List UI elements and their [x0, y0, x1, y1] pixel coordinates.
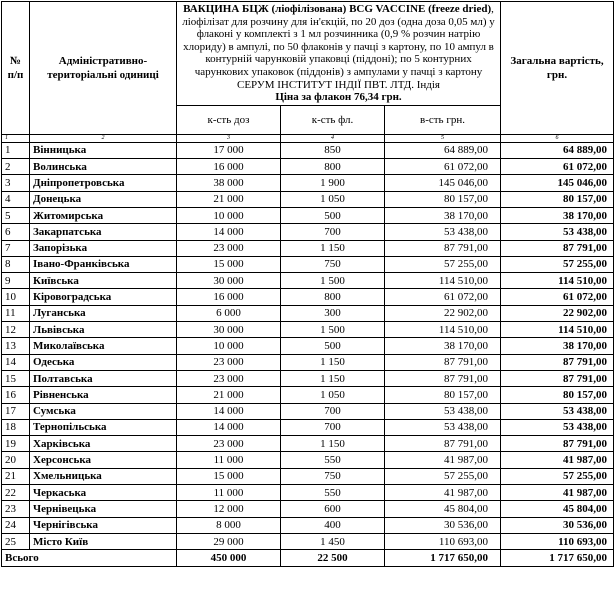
row-total: 53 438,00: [501, 224, 614, 240]
table-row: [2, 501, 614, 517]
row-vials: 750: [281, 256, 385, 272]
row-vials: 1 050: [281, 191, 385, 207]
row-vials: 800: [281, 289, 385, 305]
row-doses: 6 000: [177, 305, 281, 321]
row-number: 17: [2, 403, 30, 419]
row-total: 45 804,00: [501, 501, 614, 517]
row-region: Хмельницька: [30, 468, 177, 484]
row-total: 87 791,00: [501, 354, 614, 370]
row-cost: 41 987,00: [385, 452, 501, 468]
row-cost: 38 170,00: [385, 338, 501, 354]
row-number: 7: [2, 240, 30, 256]
row-doses: 15 000: [177, 256, 281, 272]
row-region: Черкаська: [30, 484, 177, 500]
header-vaccine-description: [177, 2, 501, 106]
column-index: 4: [281, 134, 385, 142]
table-body: [2, 142, 614, 549]
row-doses: 10 000: [177, 338, 281, 354]
row-doses: 10 000: [177, 207, 281, 223]
table-row: [2, 224, 614, 240]
row-doses: 11 000: [177, 484, 281, 500]
row-cost: 61 072,00: [385, 289, 501, 305]
table-row: [2, 468, 614, 484]
row-doses: 14 000: [177, 419, 281, 435]
total-label: Всього: [2, 550, 177, 567]
row-number: 23: [2, 501, 30, 517]
row-total: 114 510,00: [501, 273, 614, 289]
row-total: 38 170,00: [501, 207, 614, 223]
row-number: 6: [2, 224, 30, 240]
vaccine-distribution-table: [1, 1, 614, 567]
row-cost: 53 438,00: [385, 224, 501, 240]
vaccine-price: Ціна за флакон 76,34 грн.: [275, 91, 402, 104]
column-index: 5: [385, 134, 501, 142]
row-total: 80 157,00: [501, 387, 614, 403]
row-region: Тернопільська: [30, 419, 177, 435]
row-region: Миколаївська: [30, 338, 177, 354]
row-doses: 14 000: [177, 403, 281, 419]
row-vials: 1 500: [281, 322, 385, 338]
table-row: [2, 517, 614, 533]
column-index: 6: [501, 134, 614, 142]
row-doses: 16 000: [177, 159, 281, 175]
row-total: 87 791,00: [501, 240, 614, 256]
row-cost: 114 510,00: [385, 273, 501, 289]
column-index: 2: [30, 134, 177, 142]
row-region: Чернівецька: [30, 501, 177, 517]
row-total: 87 791,00: [501, 436, 614, 452]
row-total: 61 072,00: [501, 289, 614, 305]
row-doses: 17 000: [177, 142, 281, 158]
row-doses: 16 000: [177, 289, 281, 305]
row-vials: 550: [281, 484, 385, 500]
row-vials: 750: [281, 468, 385, 484]
row-cost: 45 804,00: [385, 501, 501, 517]
row-total: 64 889,00: [501, 142, 614, 158]
row-vials: 300: [281, 305, 385, 321]
table-row: [2, 436, 614, 452]
row-cost: 87 791,00: [385, 240, 501, 256]
row-cost: 80 157,00: [385, 387, 501, 403]
row-number: 19: [2, 436, 30, 452]
row-doses: 21 000: [177, 191, 281, 207]
row-total: 38 170,00: [501, 338, 614, 354]
vaccine-manufacturer: СЕРУМ ІНСТИТУТ ІНДІЇ ПВТ. ЛТД. Індія: [237, 78, 440, 91]
table-row: [2, 403, 614, 419]
row-number: 14: [2, 354, 30, 370]
row-doses: 14 000: [177, 224, 281, 240]
row-number: 24: [2, 517, 30, 533]
row-vials: 1 900: [281, 175, 385, 191]
header-cost: в-сть грн.: [385, 105, 501, 134]
row-vials: 500: [281, 338, 385, 354]
row-vials: 850: [281, 142, 385, 158]
row-region: Місто Київ: [30, 533, 177, 549]
row-region: Кіровоградська: [30, 289, 177, 305]
row-total: 30 536,00: [501, 517, 614, 533]
row-vials: 700: [281, 419, 385, 435]
row-vials: 700: [281, 403, 385, 419]
table-row: [2, 354, 614, 370]
header-region: Адміністративно-територіальні одиниці: [30, 2, 177, 135]
row-cost: 87 791,00: [385, 370, 501, 386]
row-region: Чернігівська: [30, 517, 177, 533]
row-vials: 1 150: [281, 370, 385, 386]
row-doses: 23 000: [177, 240, 281, 256]
table-row: [2, 289, 614, 305]
row-total: 80 157,00: [501, 191, 614, 207]
row-number: 4: [2, 191, 30, 207]
row-number: 20: [2, 452, 30, 468]
row-number: 18: [2, 419, 30, 435]
column-index-row: [2, 134, 614, 142]
row-number: 11: [2, 305, 30, 321]
vaccine-description: , ліофілізат для розчину для ін'єкцій, по 20 доз (одна доза 0,05 мл) у флаконі у комплекті з 1 мл розчинника (0,9 % розчин натрію хлориду) в ампулі, по 50 флаконів у пачці з картону, по 10 ампул в контурній чарунковій упаковці (піддоні); по 5 контурних чарункових упаковок (піддонів) з ампулами у пачці з картону: [182, 3, 495, 78]
table-row: [2, 207, 614, 223]
row-region: Донецька: [30, 191, 177, 207]
row-vials: 800: [281, 159, 385, 175]
row-vials: 500: [281, 207, 385, 223]
row-total: 57 255,00: [501, 256, 614, 272]
row-doses: 30 000: [177, 273, 281, 289]
row-cost: 114 510,00: [385, 322, 501, 338]
total-doses: 450 000: [177, 550, 281, 567]
row-doses: 23 000: [177, 436, 281, 452]
row-region: Івано-Франківська: [30, 256, 177, 272]
table-row: [2, 338, 614, 354]
row-vials: 1 150: [281, 436, 385, 452]
row-total: 114 510,00: [501, 322, 614, 338]
row-cost: 30 536,00: [385, 517, 501, 533]
table-row: [2, 191, 614, 207]
row-vials: 1 450: [281, 533, 385, 549]
row-cost: 145 046,00: [385, 175, 501, 191]
row-region: Закарпатська: [30, 224, 177, 240]
row-region: Київська: [30, 273, 177, 289]
table-row: [2, 370, 614, 386]
row-total: 110 693,00: [501, 533, 614, 549]
table-row: [2, 419, 614, 435]
row-doses: 11 000: [177, 452, 281, 468]
row-vials: 1 150: [281, 354, 385, 370]
row-total: 87 791,00: [501, 370, 614, 386]
row-number: 21: [2, 468, 30, 484]
row-cost: 87 791,00: [385, 436, 501, 452]
row-cost: 57 255,00: [385, 468, 501, 484]
row-total: 145 046,00: [501, 175, 614, 191]
row-region: Дніпропетровська: [30, 175, 177, 191]
row-number: 12: [2, 322, 30, 338]
row-cost: 87 791,00: [385, 354, 501, 370]
row-region: Рівненська: [30, 387, 177, 403]
table-row: [2, 452, 614, 468]
row-region: Луганська: [30, 305, 177, 321]
row-vials: 550: [281, 452, 385, 468]
row-doses: 15 000: [177, 468, 281, 484]
row-cost: 53 438,00: [385, 419, 501, 435]
row-vials: 600: [281, 501, 385, 517]
table-row: [2, 159, 614, 175]
row-region: Одеська: [30, 354, 177, 370]
header-doses: к-сть доз: [177, 105, 281, 134]
row-number: 13: [2, 338, 30, 354]
row-cost: 110 693,00: [385, 533, 501, 549]
table-row: [2, 322, 614, 338]
vaccine-title: ВАКЦИНА БЦЖ (ліофілізована) BCG VACCINE (freeze dried): [183, 3, 492, 15]
row-cost: 41 987,00: [385, 484, 501, 500]
column-index: 3: [177, 134, 281, 142]
header-total-cost: Загальна вартість, грн.: [501, 2, 614, 135]
row-region: Волинська: [30, 159, 177, 175]
row-number: 8: [2, 256, 30, 272]
row-doses: 29 000: [177, 533, 281, 549]
table-row: [2, 256, 614, 272]
header-vials: к-сть фл.: [281, 105, 385, 134]
total-vials: 22 500: [281, 550, 385, 567]
row-doses: 12 000: [177, 501, 281, 517]
table-row: [2, 484, 614, 500]
table-row: [2, 240, 614, 256]
row-total: 41 987,00: [501, 484, 614, 500]
table-row: [2, 533, 614, 549]
row-region: Херсонська: [30, 452, 177, 468]
row-doses: 23 000: [177, 354, 281, 370]
row-doses: 8 000: [177, 517, 281, 533]
row-number: 15: [2, 370, 30, 386]
row-region: Сумська: [30, 403, 177, 419]
row-region: Полтавська: [30, 370, 177, 386]
table-row: [2, 305, 614, 321]
row-vials: 700: [281, 224, 385, 240]
row-doses: 30 000: [177, 322, 281, 338]
row-cost: 22 902,00: [385, 305, 501, 321]
total-overall: 1 717 650,00: [501, 550, 614, 567]
row-number: 2: [2, 159, 30, 175]
row-total: 53 438,00: [501, 419, 614, 435]
row-total: 41 987,00: [501, 452, 614, 468]
row-cost: 57 255,00: [385, 256, 501, 272]
row-cost: 61 072,00: [385, 159, 501, 175]
table-row: [2, 175, 614, 191]
total-cost: 1 717 650,00: [385, 550, 501, 567]
total-row: [2, 550, 614, 567]
table-row: [2, 142, 614, 158]
row-region: Харківська: [30, 436, 177, 452]
row-number: 16: [2, 387, 30, 403]
row-vials: 1 150: [281, 240, 385, 256]
row-vials: 1 500: [281, 273, 385, 289]
column-index: 1: [2, 134, 30, 142]
row-doses: 21 000: [177, 387, 281, 403]
header-number: № п/п: [2, 2, 30, 135]
table-row: [2, 273, 614, 289]
row-region: Вінницька: [30, 142, 177, 158]
row-number: 9: [2, 273, 30, 289]
row-cost: 80 157,00: [385, 191, 501, 207]
row-total: 22 902,00: [501, 305, 614, 321]
row-vials: 1 050: [281, 387, 385, 403]
row-total: 57 255,00: [501, 468, 614, 484]
row-region: Житомирська: [30, 207, 177, 223]
row-doses: 23 000: [177, 370, 281, 386]
row-total: 53 438,00: [501, 403, 614, 419]
row-number: 10: [2, 289, 30, 305]
row-region: Запорізька: [30, 240, 177, 256]
row-total: 61 072,00: [501, 159, 614, 175]
row-cost: 64 889,00: [385, 142, 501, 158]
row-cost: 53 438,00: [385, 403, 501, 419]
row-number: 3: [2, 175, 30, 191]
table-row: [2, 387, 614, 403]
row-number: 22: [2, 484, 30, 500]
row-vials: 400: [281, 517, 385, 533]
row-doses: 38 000: [177, 175, 281, 191]
row-number: 5: [2, 207, 30, 223]
row-cost: 38 170,00: [385, 207, 501, 223]
row-number: 1: [2, 142, 30, 158]
row-number: 25: [2, 533, 30, 549]
row-region: Львівська: [30, 322, 177, 338]
